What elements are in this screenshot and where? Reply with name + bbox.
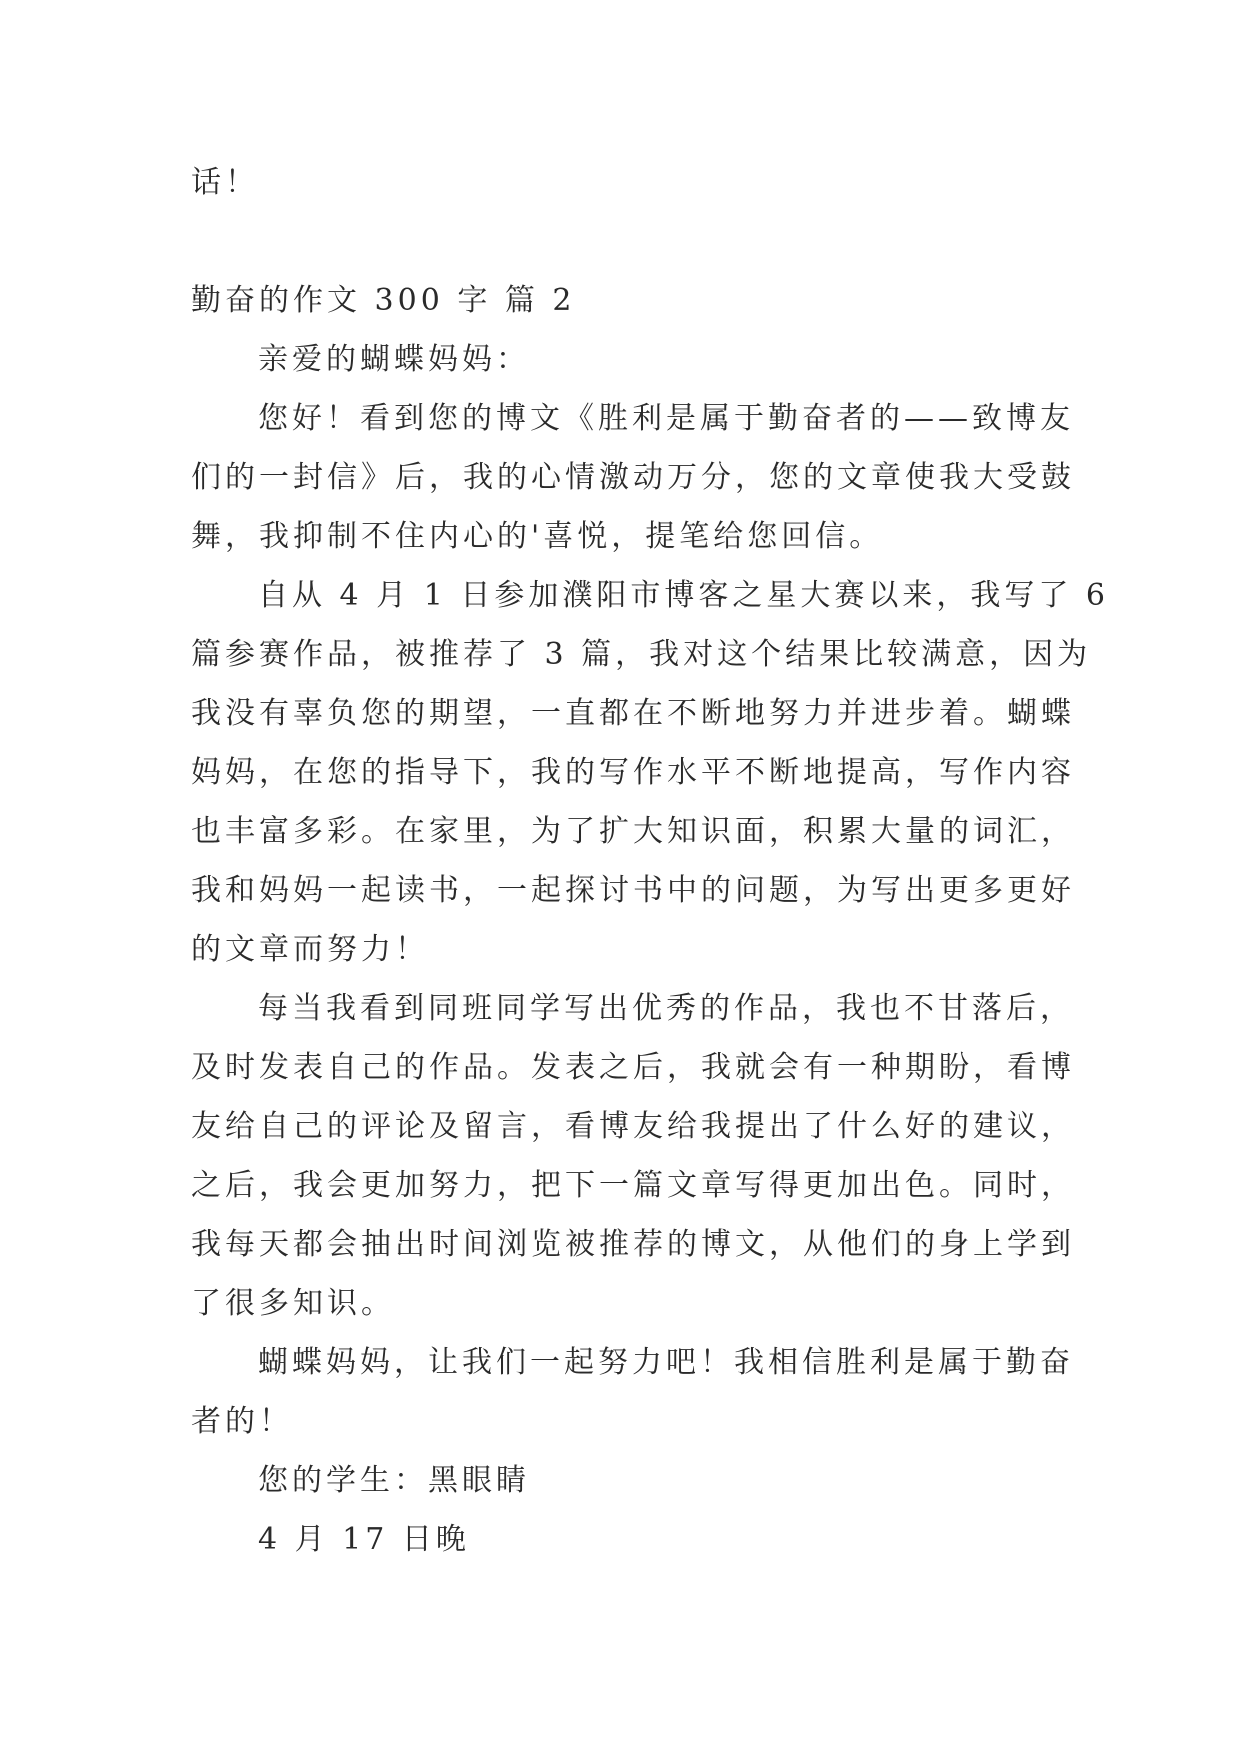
paragraph-line: 蝴蝶妈妈，让我们一起努力吧！我相信胜利是属于勤奋 [258,1345,1074,1380]
salutation: 亲爱的蝴蝶妈妈： [258,342,530,377]
paragraph-line: 们的一封信》后，我的心情激动万分，您的文章使我大受鼓 [191,460,1075,495]
paragraph-line: 之后，我会更加努力，把下一篇文章写得更加出色。同时， [191,1168,1075,1203]
paragraph-line: 我和妈妈一起读书，一起探讨书中的问题，为写出更多更好 [191,873,1075,908]
paragraph-line: 妈妈，在您的指导下，我的写作水平不断地提高，写作内容 [191,755,1075,790]
paragraph-line: 的文章而努力！ [191,932,429,967]
paragraph-line: 者的！ [191,1404,293,1439]
signature: 您的学生：黑眼睛 [258,1463,530,1498]
paragraph-line: 也丰富多彩。在家里，为了扩大知识面，积累大量的词汇， [191,814,1075,849]
text-line: 话！ [191,165,259,200]
section-heading: 勤奋的作文 300 字 篇 2 [191,283,576,318]
paragraph-line: 舞，我抑制不住内心的'喜悦，提笔给您回信。 [191,519,884,554]
date-line: 4 月 17 日晚 [258,1522,470,1557]
paragraph-line: 自从 4 月 1 日参加濮阳市博客之星大赛以来，我写了 6 [258,578,1109,613]
paragraph-line: 及时发表自己的作品。发表之后，我就会有一种期盼，看博 [191,1050,1075,1085]
paragraph-line: 友给自己的评论及留言，看博友给我提出了什么好的建议， [191,1109,1075,1144]
paragraph-line: 您好！看到您的博文《胜利是属于勤奋者的——致博友 [258,401,1074,436]
paragraph-line: 每当我看到同班同学写出优秀的作品，我也不甘落后， [258,991,1074,1026]
paragraph-line: 我没有辜负您的期望，一直都在不断地努力并进步着。蝴蝶 [191,696,1075,731]
paragraph-line: 篇参赛作品，被推荐了 3 篇，我对这个结果比较满意，因为 [191,637,1092,672]
paragraph-line: 我每天都会抽出时间浏览被推荐的博文，从他们的身上学到 [191,1227,1075,1262]
paragraph-line: 了很多知识。 [191,1286,395,1321]
